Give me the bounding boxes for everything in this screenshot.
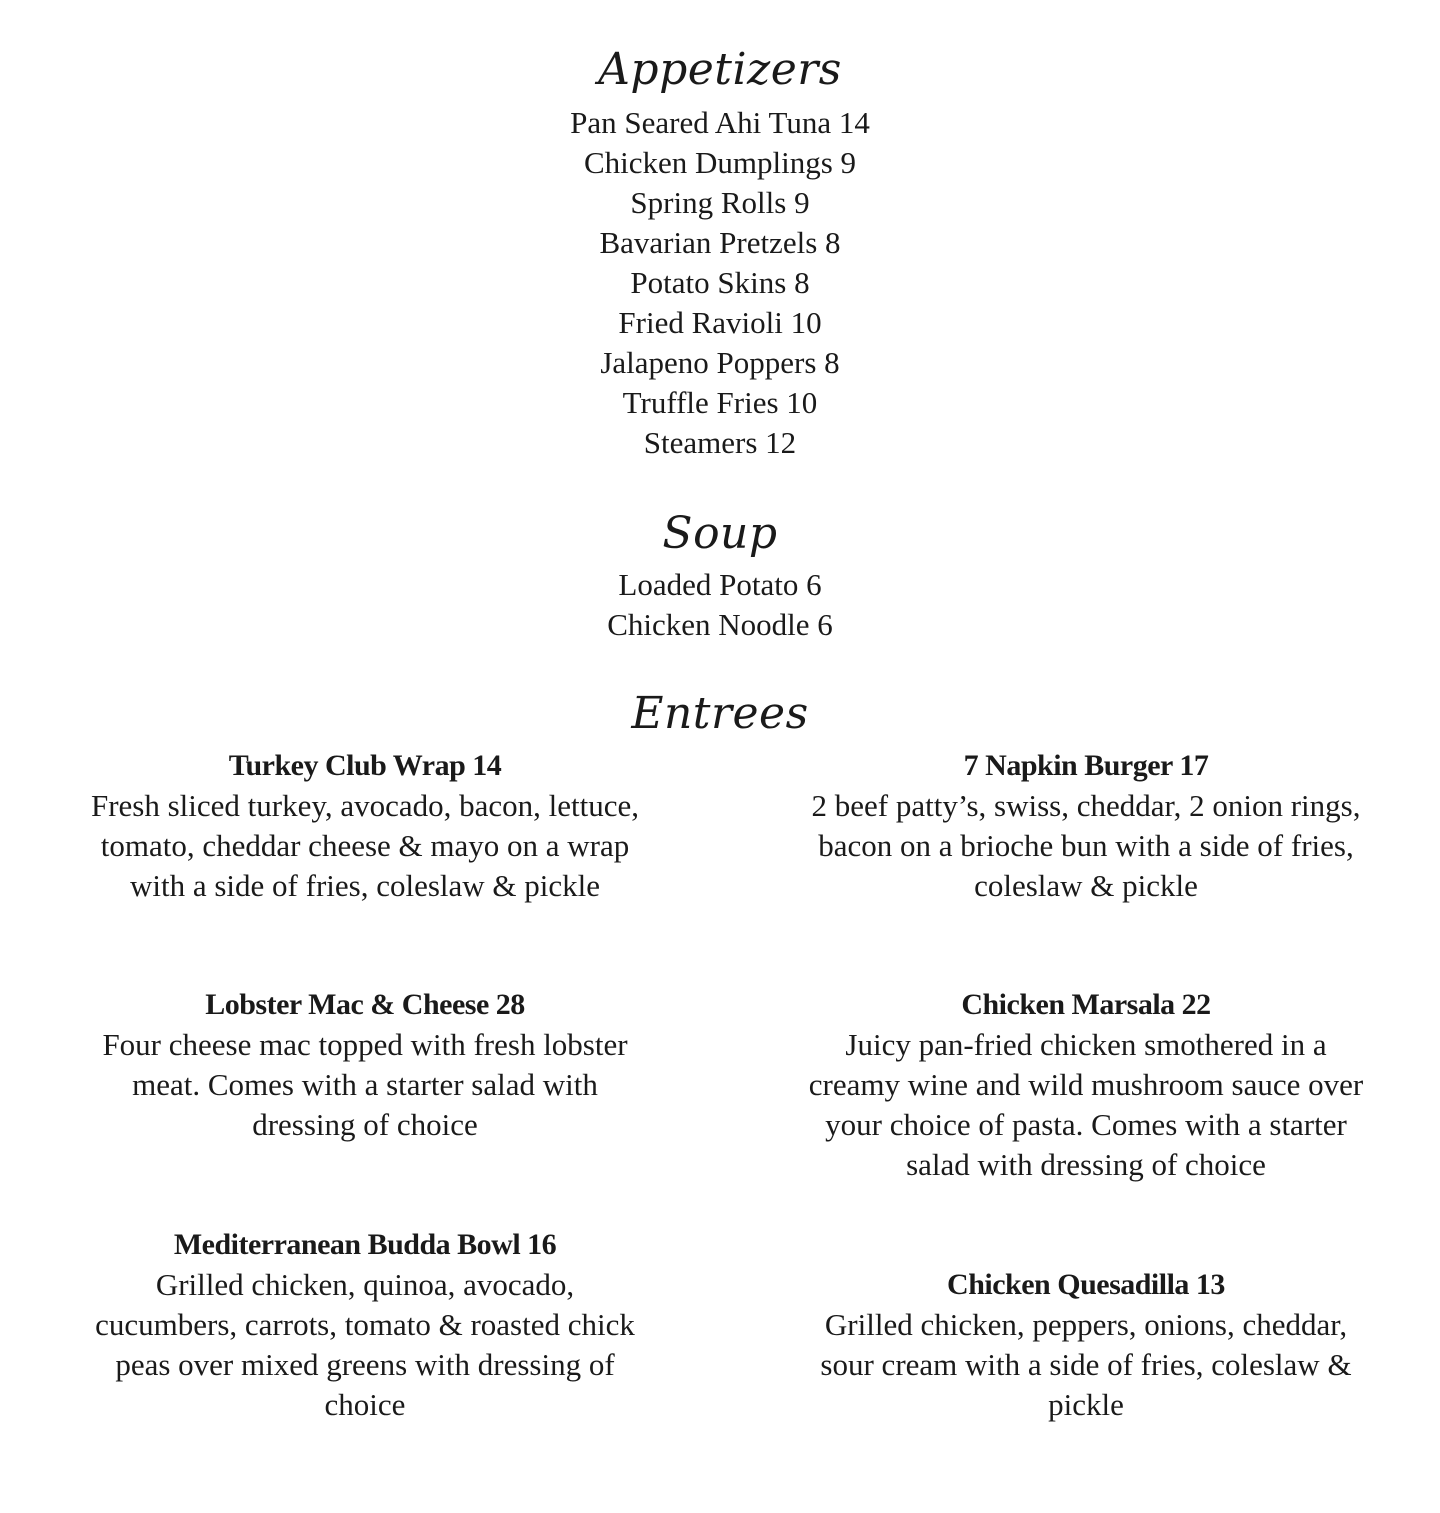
description-line: Four cheese mac topped with fresh lobster — [102, 1027, 628, 1062]
description-line: bacon on a brioche bun with a side of fries, — [818, 828, 1354, 863]
description-line: meat. Comes with a starter salad with — [132, 1067, 598, 1102]
description-line: pickle — [1048, 1387, 1124, 1422]
appetizers-list — [0, 103, 1440, 463]
entree-name: Turkey Club Wrap 14 — [228, 749, 502, 782]
entree-card-turkey-club-wrap — [45, 746, 685, 906]
entree-name: Lobster Mac & Cheese 28 — [205, 988, 525, 1021]
description-line: coleslaw & pickle — [974, 868, 1198, 903]
description-line: with a side of fries, coleslaw & pickle — [129, 868, 601, 903]
appetizer-item: Spring Rolls 9 — [630, 185, 810, 220]
appetizer-item: Bavarian Pretzels 8 — [599, 225, 841, 260]
description-line: 2 beef patty’s, swiss, cheddar, 2 onion rings, — [811, 788, 1361, 823]
entree-description — [766, 786, 1406, 906]
description-line: cucumbers, carrots, tomato & roasted chick — [95, 1307, 635, 1342]
description-line: tomato, cheddar cheese & mayo on a wrap — [100, 828, 630, 863]
entree-card-mediterranean-budda-bowl — [45, 1225, 685, 1425]
entree-description — [766, 1305, 1406, 1425]
appetizer-item: Pan Seared Ahi Tuna 14 — [570, 105, 870, 140]
entree-description — [766, 1025, 1406, 1185]
soup-item: Chicken Noodle 6 — [607, 607, 833, 642]
description-line: Juicy pan-fried chicken smothered in a — [845, 1027, 1327, 1062]
description-line: your choice of pasta. Comes with a starter — [825, 1107, 1347, 1142]
entree-description — [45, 1025, 685, 1145]
soup-list — [0, 565, 1440, 645]
entree-name: Chicken Quesadilla 13 — [947, 1268, 1225, 1301]
description-line: sour cream with a side of fries, coleslaw & — [820, 1347, 1352, 1382]
appetizer-item: Jalapeno Poppers 8 — [600, 345, 840, 380]
appetizer-item: Chicken Dumplings 9 — [583, 145, 857, 180]
appetizer-item: Potato Skins 8 — [630, 265, 810, 300]
description-line: Fresh sliced turkey, avocado, bacon, lettuce, — [90, 788, 640, 823]
entree-name: 7 Napkin Burger 17 — [963, 749, 1209, 782]
description-line: peas over mixed greens with dressing of — [115, 1347, 615, 1382]
entree-card-7-napkin-burger — [766, 746, 1406, 906]
entree-card-chicken-quesadilla — [766, 1265, 1406, 1425]
entree-card-chicken-marsala — [766, 985, 1406, 1185]
appetizers-heading: Appetizers — [598, 44, 842, 95]
appetizer-item: Fried Ravioli 10 — [618, 305, 822, 340]
description-line: dressing of choice — [252, 1107, 478, 1142]
entree-card-lobster-mac-cheese — [45, 985, 685, 1145]
entree-name: Mediterranean Budda Bowl 16 — [173, 1228, 557, 1261]
description-line: Grilled chicken, quinoa, avocado, — [155, 1267, 575, 1302]
description-line: creamy wine and wild mushroom sauce over — [808, 1067, 1364, 1102]
appetizer-item: Steamers 12 — [643, 425, 797, 460]
entree-description — [45, 786, 685, 906]
soup-item: Loaded Potato 6 — [618, 567, 822, 602]
description-line: Grilled chicken, peppers, onions, cheddar, — [824, 1307, 1348, 1342]
entrees-heading: Entrees — [631, 688, 809, 739]
appetizer-item: Truffle Fries 10 — [622, 385, 818, 420]
entree-description — [45, 1265, 685, 1425]
description-line: salad with dressing of choice — [906, 1147, 1266, 1182]
entree-name: Chicken Marsala 22 — [961, 988, 1211, 1021]
soup-heading: Soup — [662, 508, 778, 559]
description-line: choice — [324, 1387, 406, 1422]
